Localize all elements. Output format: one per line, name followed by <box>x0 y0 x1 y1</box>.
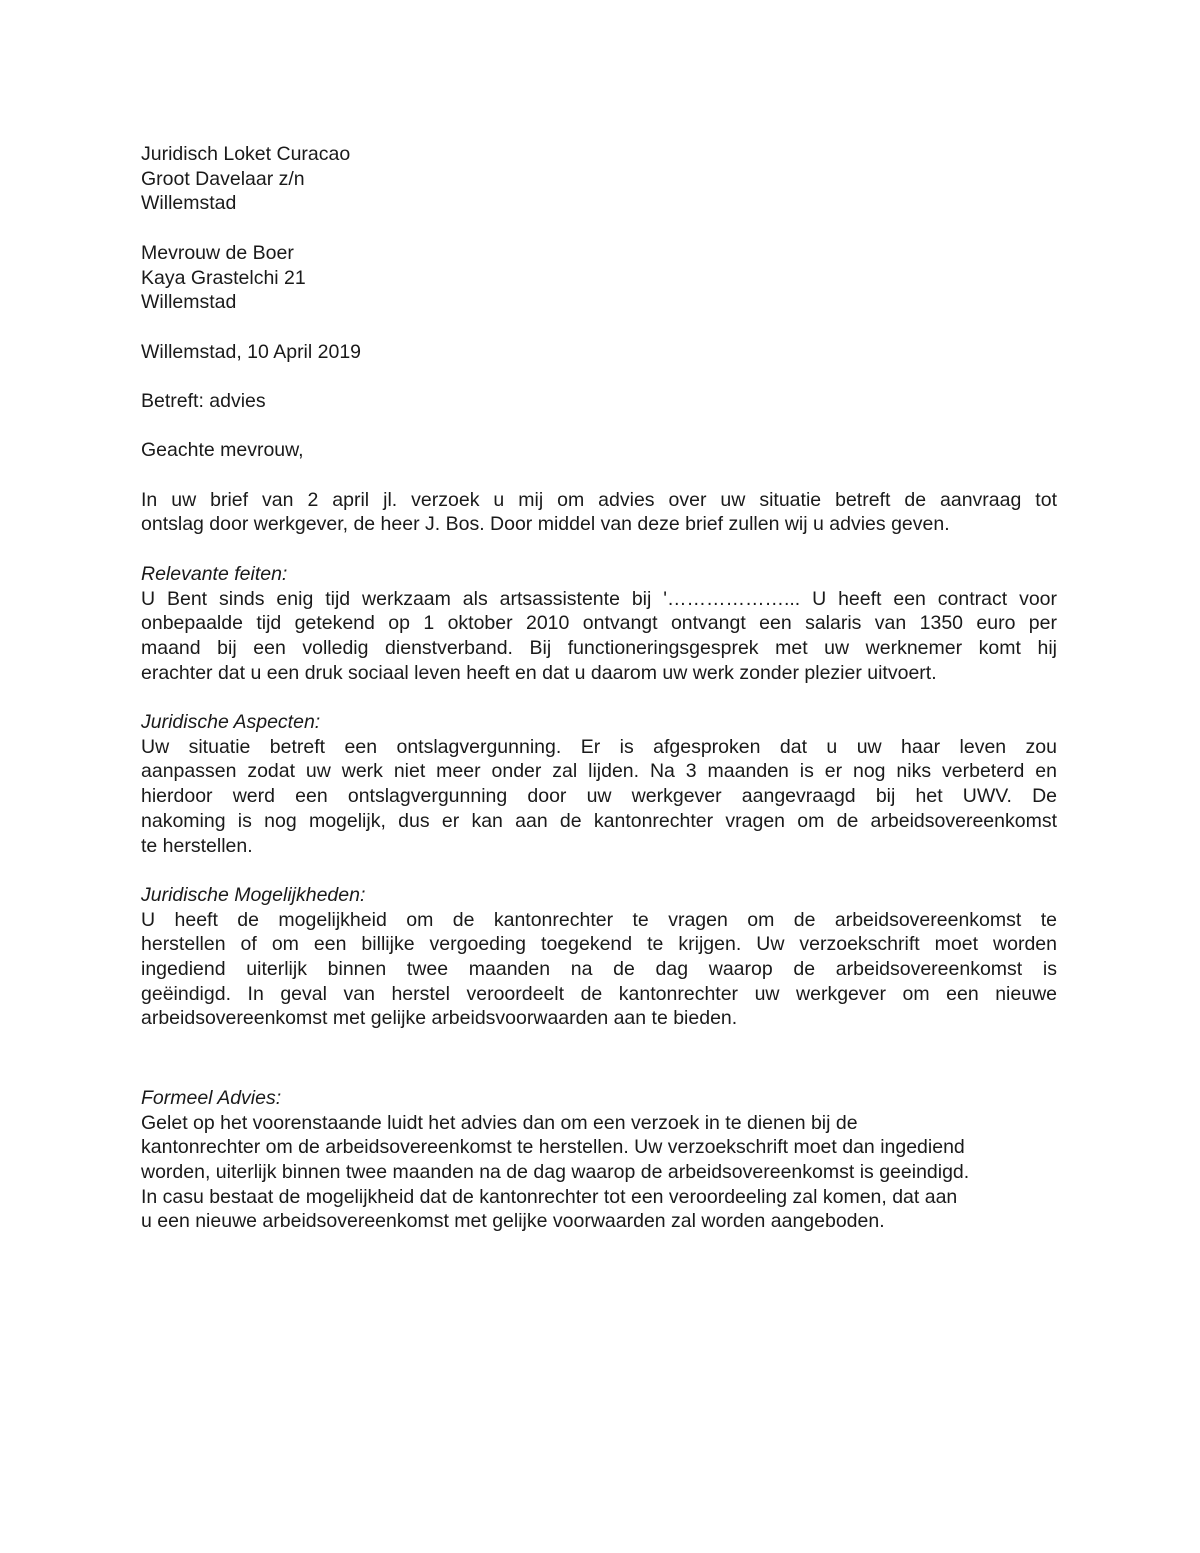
section-line: erachter dat u een druk sociaal leven heeft en dat u daarom uw werk zonder plezier uitvoert. <box>141 661 937 684</box>
section-heading: Juridische Aspecten: <box>141 711 321 734</box>
section-heading: Juridische Mogelijkheden: <box>141 883 366 906</box>
section-line: Uw situatie betreft een ontslagvergunning. Er is afgesproken dat u uw haar leven zou <box>141 735 1057 758</box>
section-line: worden, uiterlijk binnen twee maanden na de dag waarop de arbeidsovereenkomst is geeindigd. <box>141 1160 970 1183</box>
sender-address <box>141 142 1057 216</box>
section-line: ingediend uiterlijk binnen twee maanden na de dag waarop de arbeidsovereenkomst is <box>141 958 1057 981</box>
section-line: maand bij een volledig dienstverband. Bij functioneringsgesprek met uw werknemer komt hij <box>141 636 1057 659</box>
section-line: kantonrechter om de arbeidsovereenkomst te herstellen. Uw verzoekschrift moet dan ingediend <box>141 1136 965 1159</box>
recipient-city: Willemstad <box>141 291 237 314</box>
salutation: Geachte mevrouw, <box>141 439 304 462</box>
section-relevante-feiten <box>141 562 1057 686</box>
section-line: In casu bestaat de mogelijkheid dat de kantonrechter tot een veroordeeling zal komen, dat aan <box>141 1185 958 1208</box>
section-body <box>141 1111 1057 1235</box>
section-line: herstellen of om een billijke vergoeding toegekend te krijgen. Uw verzoekschrift moet worden <box>141 933 1057 956</box>
subject-line: Betreft: advies <box>141 389 266 412</box>
section-line: hierdoor werd een ontslagvergunning door uw werkgever aangevraagd bij het UWV. De <box>141 785 1057 808</box>
section-line: U heeft de mogelijkheid om de kantonrechter te vragen om de arbeidsovereenkomst te <box>141 908 1057 931</box>
section-line: Gelet op het voorenstaande luidt het advies dan om een verzoek in te dienen bij de <box>141 1111 858 1134</box>
section-formeel-advies <box>141 1086 1057 1234</box>
sender-city: Willemstad <box>141 192 237 215</box>
section-body <box>141 587 1057 686</box>
sender-name: Juridisch Loket Curacao <box>141 143 351 165</box>
section-line: geëindigd. In geval van herstel veroordeelt de kantonrechter uw werkgever om een nieuwe <box>141 982 1057 1005</box>
recipient-street: Kaya Grastelchi 21 <box>141 266 306 289</box>
section-line: te herstellen. <box>141 834 253 857</box>
section-line: aanpassen zodat uw werk niet meer onder zal lijden. Na 3 maanden is er nog niks verbeterd en <box>141 760 1057 783</box>
section-line: U Bent sinds enig tijd werkzaam als artsassistente bij '………………... U heeft een contract voor <box>141 587 1057 610</box>
sender-street: Groot Davelaar z/n <box>141 167 305 190</box>
date-line: Willemstad, 10 April 2019 <box>141 340 362 363</box>
intro-line: ontslag door werkgever, de heer J. Bos. Door middel van deze brief zullen wij u advies geven. <box>141 513 950 536</box>
section-line: u een nieuwe arbeidsovereenkomst met gelijke voorwaarden zal worden aangeboden. <box>141 1210 885 1233</box>
section-juridische-aspecten <box>141 710 1057 858</box>
section-line: arbeidsovereenkomst met gelijke arbeidsvoorwaarden aan te bieden. <box>141 1007 738 1030</box>
section-body <box>141 908 1057 1032</box>
section-juridische-mogelijkheden <box>141 883 1057 1031</box>
section-line: onbepaalde tijd getekend op 1 oktober 2010 ontvangt ontvangt een salaris van 1350 euro per <box>141 612 1057 635</box>
letter <box>141 142 1057 1234</box>
section-heading: Relevante feiten: <box>141 562 288 585</box>
recipient-name: Mevrouw de Boer <box>141 241 294 264</box>
intro-line: In uw brief van 2 april jl. verzoek u mij om advies over uw situatie betreft de aanvraag tot <box>141 488 1057 511</box>
section-body <box>141 735 1057 859</box>
intro-paragraph <box>141 488 1057 537</box>
recipient-address <box>141 241 1057 315</box>
section-line: nakoming is nog mogelijk, dus er kan aan de kantonrechter vragen om de arbeidsovereenkomst <box>141 809 1057 832</box>
section-heading: Formeel Advies: <box>141 1086 282 1109</box>
